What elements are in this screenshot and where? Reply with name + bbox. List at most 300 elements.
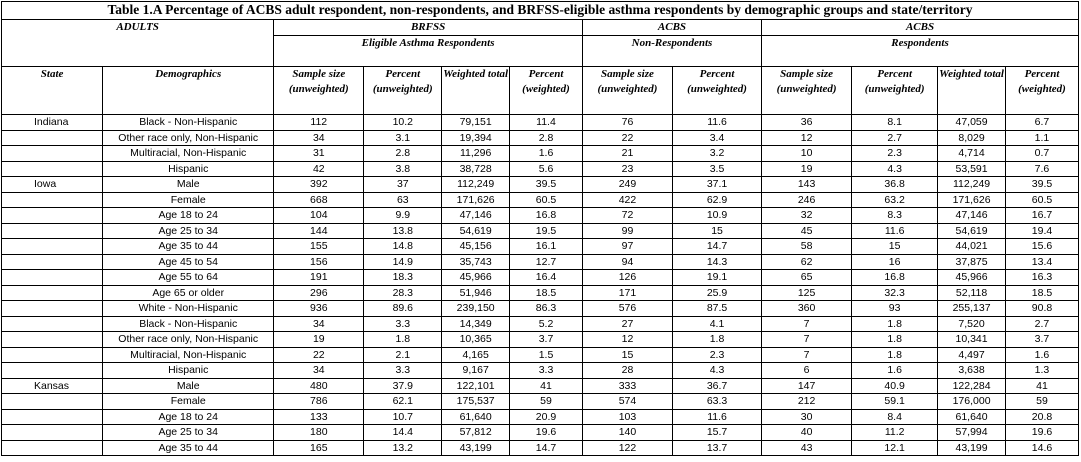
cell-resp-percent-weighted: 1.6 [1005,347,1078,363]
cell-brfss-percent-unweighted: 9.9 [364,208,442,224]
cell-resp-weighted-total: 7,520 [938,316,1006,332]
cell-resp-sample-size: 7 [762,347,852,363]
cell-resp-percent-weighted: 7.6 [1005,161,1078,177]
cell-demographics: Multiracial, Non-Hispanic [103,146,274,162]
cell-resp-percent-unweighted: 8.1 [852,115,938,131]
column-header-brfss-percent-weighted: Percent (weighted) [510,67,583,115]
cell-brfss-percent-weighted: 19.5 [510,223,583,239]
cell-nonresp-sample-size: 12 [582,332,672,348]
cell-resp-weighted-total: 54,619 [938,223,1006,239]
cell-demographics: Age 55 to 64 [103,270,274,286]
cell-resp-sample-size: 36 [762,115,852,131]
cell-resp-weighted-total: 53,591 [938,161,1006,177]
cell-brfss-weighted-total: 54,619 [442,223,510,239]
cell-demographics: Male [103,378,274,394]
cell-brfss-weighted-total: 239,150 [442,301,510,317]
cell-brfss-percent-unweighted: 2.8 [364,146,442,162]
cell-demographics: Male [103,177,274,193]
cell-resp-weighted-total: 43,199 [938,440,1006,456]
cell-resp-percent-unweighted: 40.9 [852,378,938,394]
table-row [2,378,1079,394]
cell-resp-percent-unweighted: 4.3 [852,161,938,177]
column-header-resp-percent-unweighted: Percent (unweighted) [852,67,938,115]
cell-resp-percent-weighted: 1.3 [1005,363,1078,379]
cell-nonresp-percent-unweighted: 1.8 [673,332,762,348]
cell-demographics: Hispanic [103,363,274,379]
cell-resp-weighted-total: 112,249 [938,177,1006,193]
cell-brfss-weighted-total: 43,199 [442,440,510,456]
column-header-brfss-sample-size: Sample size (unweighted) [274,67,364,115]
cell-resp-sample-size: 12 [762,130,852,146]
cell-resp-sample-size: 40 [762,425,852,441]
column-header-demographics: Demographics [103,67,274,115]
cell-nonresp-sample-size: 94 [582,254,672,270]
cell-resp-sample-size: 360 [762,301,852,317]
cell-resp-percent-weighted: 2.7 [1005,316,1078,332]
cell-brfss-weighted-total: 4,165 [442,347,510,363]
cell-resp-percent-unweighted: 11.2 [852,425,938,441]
cell-nonresp-percent-unweighted: 4.3 [673,363,762,379]
table-row [2,115,1079,131]
table-row [2,425,1079,441]
cell-brfss-weighted-total: 51,946 [442,285,510,301]
cell-nonresp-percent-unweighted: 19.1 [673,270,762,286]
cell-state [2,316,103,332]
cell-resp-sample-size: 32 [762,208,852,224]
cell-brfss-weighted-total: 9,167 [442,363,510,379]
cell-state [2,394,103,410]
cell-brfss-weighted-total: 45,966 [442,270,510,286]
cell-state [2,440,103,456]
cell-brfss-sample-size: 936 [274,301,364,317]
cell-brfss-weighted-total: 112,249 [442,177,510,193]
table-row [2,316,1079,332]
cell-nonresp-sample-size: 76 [582,115,672,131]
cell-nonresp-percent-unweighted: 11.6 [673,115,762,131]
cell-brfss-percent-unweighted: 3.3 [364,316,442,332]
cell-brfss-percent-weighted: 14.7 [510,440,583,456]
cell-brfss-percent-weighted: 3.7 [510,332,583,348]
cell-brfss-percent-unweighted: 37.9 [364,378,442,394]
cell-brfss-percent-unweighted: 62.1 [364,394,442,410]
cell-nonresp-sample-size: 28 [582,363,672,379]
cell-nonresp-percent-unweighted: 11.6 [673,409,762,425]
cell-brfss-percent-unweighted: 3.3 [364,363,442,379]
demographics-table [1,1,1079,456]
cell-brfss-percent-weighted: 59 [510,394,583,410]
cell-resp-weighted-total: 10,341 [938,332,1006,348]
cell-brfss-sample-size: 480 [274,378,364,394]
cell-resp-sample-size: 212 [762,394,852,410]
table-row [2,285,1079,301]
cell-resp-weighted-total: 52,118 [938,285,1006,301]
cell-resp-percent-unweighted: 16.8 [852,270,938,286]
cell-resp-weighted-total: 3,638 [938,363,1006,379]
cell-nonresp-sample-size: 574 [582,394,672,410]
cell-resp-sample-size: 45 [762,223,852,239]
cell-demographics: Age 65 or older [103,285,274,301]
cell-nonresp-percent-unweighted: 62.9 [673,192,762,208]
cell-state [2,301,103,317]
cell-nonresp-percent-unweighted: 14.3 [673,254,762,270]
cell-resp-percent-weighted: 16.3 [1005,270,1078,286]
table-row [2,440,1079,456]
cell-nonresp-percent-unweighted: 3.2 [673,146,762,162]
cell-resp-sample-size: 10 [762,146,852,162]
cell-nonresp-sample-size: 126 [582,270,672,286]
cell-brfss-percent-weighted: 16.8 [510,208,583,224]
cell-nonresp-sample-size: 576 [582,301,672,317]
cell-resp-percent-unweighted: 2.7 [852,130,938,146]
cell-brfss-percent-weighted: 12.7 [510,254,583,270]
cell-resp-weighted-total: 4,497 [938,347,1006,363]
cell-brfss-weighted-total: 38,728 [442,161,510,177]
cell-nonresp-percent-unweighted: 10.9 [673,208,762,224]
cell-resp-percent-unweighted: 63.2 [852,192,938,208]
cell-brfss-percent-unweighted: 18.3 [364,270,442,286]
cell-resp-sample-size: 19 [762,161,852,177]
cell-demographics: Hispanic [103,161,274,177]
cell-brfss-sample-size: 156 [274,254,364,270]
cell-resp-percent-weighted: 18.5 [1005,285,1078,301]
cell-demographics: Other race only, Non-Hispanic [103,332,274,348]
non-respondents-header: Non-Respondents [582,36,761,67]
acbs-nonrespondents-header: ACBS [582,20,761,36]
cell-brfss-percent-unweighted: 13.2 [364,440,442,456]
cell-brfss-percent-weighted: 60.5 [510,192,583,208]
cell-brfss-sample-size: 144 [274,223,364,239]
cell-brfss-percent-weighted: 5.6 [510,161,583,177]
cell-nonresp-percent-unweighted: 3.5 [673,161,762,177]
cell-brfss-sample-size: 22 [274,347,364,363]
cell-brfss-percent-unweighted: 89.6 [364,301,442,317]
cell-brfss-sample-size: 34 [274,316,364,332]
cell-brfss-percent-unweighted: 2.1 [364,347,442,363]
cell-resp-percent-unweighted: 1.6 [852,363,938,379]
cell-resp-percent-unweighted: 11.6 [852,223,938,239]
cell-brfss-sample-size: 155 [274,239,364,255]
cell-resp-percent-unweighted: 1.8 [852,316,938,332]
cell-brfss-weighted-total: 19,394 [442,130,510,146]
table-row [2,239,1079,255]
cell-brfss-weighted-total: 14,349 [442,316,510,332]
cell-resp-weighted-total: 171,626 [938,192,1006,208]
cell-brfss-sample-size: 180 [274,425,364,441]
cell-resp-sample-size: 143 [762,177,852,193]
cell-resp-sample-size: 7 [762,332,852,348]
table-row [2,208,1079,224]
cell-nonresp-sample-size: 23 [582,161,672,177]
cell-brfss-percent-weighted: 86.3 [510,301,583,317]
cell-nonresp-percent-unweighted: 25.9 [673,285,762,301]
cell-nonresp-sample-size: 27 [582,316,672,332]
cell-brfss-percent-unweighted: 14.4 [364,425,442,441]
table-row [2,192,1079,208]
cell-brfss-sample-size: 786 [274,394,364,410]
cell-resp-percent-weighted: 41 [1005,378,1078,394]
cell-brfss-percent-unweighted: 14.9 [364,254,442,270]
cell-nonresp-percent-unweighted: 36.7 [673,378,762,394]
column-header-nonresp-percent-unweighted: Percent (unweighted) [673,67,762,115]
table-row [2,177,1079,193]
cell-demographics: Age 18 to 24 [103,208,274,224]
cell-state [2,130,103,146]
cell-resp-percent-unweighted: 8.3 [852,208,938,224]
cell-brfss-percent-unweighted: 3.8 [364,161,442,177]
cell-resp-sample-size: 6 [762,363,852,379]
cell-demographics: Age 18 to 24 [103,409,274,425]
cell-nonresp-sample-size: 422 [582,192,672,208]
cell-brfss-weighted-total: 47,146 [442,208,510,224]
cell-nonresp-percent-unweighted: 14.7 [673,239,762,255]
cell-nonresp-percent-unweighted: 87.5 [673,301,762,317]
cell-brfss-weighted-total: 35,743 [442,254,510,270]
cell-state [2,285,103,301]
cell-brfss-weighted-total: 175,537 [442,394,510,410]
cell-brfss-sample-size: 668 [274,192,364,208]
cell-resp-weighted-total: 4,714 [938,146,1006,162]
cell-demographics: Age 25 to 34 [103,425,274,441]
cell-nonresp-sample-size: 333 [582,378,672,394]
cell-brfss-sample-size: 191 [274,270,364,286]
table-row [2,254,1079,270]
cell-resp-sample-size: 43 [762,440,852,456]
cell-resp-sample-size: 147 [762,378,852,394]
cell-brfss-percent-weighted: 16.1 [510,239,583,255]
table-page [1,1,1079,456]
cell-brfss-percent-weighted: 18.5 [510,285,583,301]
cell-resp-weighted-total: 47,059 [938,115,1006,131]
cell-brfss-percent-unweighted: 3.1 [364,130,442,146]
cell-resp-weighted-total: 255,137 [938,301,1006,317]
cell-resp-sample-size: 30 [762,409,852,425]
cell-brfss-percent-weighted: 1.5 [510,347,583,363]
cell-nonresp-sample-size: 21 [582,146,672,162]
cell-demographics: Age 35 to 44 [103,239,274,255]
cell-resp-percent-unweighted: 12.1 [852,440,938,456]
table-row [2,394,1079,410]
cell-resp-weighted-total: 8,029 [938,130,1006,146]
cell-demographics: Black - Non-Hispanic [103,316,274,332]
respondents-header: Respondents [762,36,1079,67]
cell-nonresp-percent-unweighted: 2.3 [673,347,762,363]
cell-resp-percent-weighted: 1.1 [1005,130,1078,146]
cell-nonresp-percent-unweighted: 37.1 [673,177,762,193]
cell-resp-percent-weighted: 6.7 [1005,115,1078,131]
cell-nonresp-percent-unweighted: 63.3 [673,394,762,410]
cell-demographics: Female [103,192,274,208]
cell-resp-percent-weighted: 16.7 [1005,208,1078,224]
cell-resp-sample-size: 7 [762,316,852,332]
cell-nonresp-percent-unweighted: 13.7 [673,440,762,456]
table-row [2,270,1079,286]
column-header-row [2,67,1079,115]
cell-state [2,409,103,425]
cell-brfss-sample-size: 19 [274,332,364,348]
table-row [2,130,1079,146]
cell-nonresp-sample-size: 15 [582,347,672,363]
cell-brfss-percent-unweighted: 10.7 [364,409,442,425]
cell-state [2,146,103,162]
cell-state [2,347,103,363]
cell-resp-weighted-total: 47,146 [938,208,1006,224]
cell-nonresp-sample-size: 99 [582,223,672,239]
column-header-resp-weighted-total: Weighted total [938,67,1006,115]
cell-resp-percent-weighted: 20.8 [1005,409,1078,425]
cell-resp-percent-weighted: 15.6 [1005,239,1078,255]
cell-nonresp-sample-size: 122 [582,440,672,456]
cell-resp-percent-weighted: 19.4 [1005,223,1078,239]
table-row [2,332,1079,348]
cell-brfss-weighted-total: 79,151 [442,115,510,131]
cell-demographics: Multiracial, Non-Hispanic [103,347,274,363]
cell-brfss-percent-unweighted: 37 [364,177,442,193]
cell-state [2,270,103,286]
cell-resp-weighted-total: 57,994 [938,425,1006,441]
cell-state: Kansas [2,378,103,394]
cell-brfss-percent-unweighted: 14.8 [364,239,442,255]
cell-resp-percent-weighted: 90.8 [1005,301,1078,317]
cell-brfss-weighted-total: 57,812 [442,425,510,441]
cell-brfss-sample-size: 34 [274,130,364,146]
cell-resp-percent-weighted: 60.5 [1005,192,1078,208]
cell-resp-sample-size: 65 [762,270,852,286]
cell-brfss-percent-weighted: 41 [510,378,583,394]
cell-resp-percent-weighted: 19.6 [1005,425,1078,441]
cell-brfss-percent-weighted: 20.9 [510,409,583,425]
cell-resp-percent-weighted: 59 [1005,394,1078,410]
cell-brfss-sample-size: 392 [274,177,364,193]
cell-state [2,192,103,208]
cell-nonresp-sample-size: 22 [582,130,672,146]
cell-brfss-percent-weighted: 1.6 [510,146,583,162]
eligible-asthma-respondents-header: Eligible Asthma Respondents [274,36,583,67]
cell-resp-percent-unweighted: 1.8 [852,332,938,348]
cell-state [2,208,103,224]
cell-brfss-percent-weighted: 19.6 [510,425,583,441]
cell-resp-weighted-total: 44,021 [938,239,1006,255]
adults-header: ADULTS [2,20,274,67]
cell-resp-percent-unweighted: 15 [852,239,938,255]
cell-resp-percent-unweighted: 8.4 [852,409,938,425]
cell-resp-weighted-total: 176,000 [938,394,1006,410]
cell-state: Iowa [2,177,103,193]
cell-nonresp-sample-size: 103 [582,409,672,425]
cell-nonresp-percent-unweighted: 4.1 [673,316,762,332]
cell-brfss-sample-size: 296 [274,285,364,301]
column-header-nonresp-sample-size: Sample size (unweighted) [582,67,672,115]
cell-nonresp-percent-unweighted: 3.4 [673,130,762,146]
column-header-resp-percent-weighted: Percent (weighted) [1005,67,1078,115]
column-header-brfss-weighted-total: Weighted total [442,67,510,115]
cell-brfss-percent-weighted: 3.3 [510,363,583,379]
table-row [2,409,1079,425]
cell-resp-weighted-total: 61,640 [938,409,1006,425]
cell-resp-percent-weighted: 14.6 [1005,440,1078,456]
cell-demographics: Female [103,394,274,410]
cell-brfss-percent-weighted: 2.8 [510,130,583,146]
cell-resp-percent-unweighted: 32.3 [852,285,938,301]
cell-brfss-percent-weighted: 39.5 [510,177,583,193]
cell-brfss-percent-unweighted: 13.8 [364,223,442,239]
cell-brfss-sample-size: 165 [274,440,364,456]
cell-nonresp-sample-size: 171 [582,285,672,301]
cell-brfss-weighted-total: 171,626 [442,192,510,208]
table-row [2,363,1079,379]
cell-resp-percent-weighted: 0.7 [1005,146,1078,162]
table-title: Table 1.A Percentage of ACBS adult respondent, non-respondents, and BRFSS-eligible asthma respondents by demographic groups and state/territory [2,2,1079,20]
cell-resp-percent-unweighted: 59.1 [852,394,938,410]
cell-state [2,239,103,255]
column-header-brfss-percent-unweighted: Percent (unweighted) [364,67,442,115]
acbs-respondents-header: ACBS [762,20,1079,36]
brfss-header: BRFSS [274,20,583,36]
cell-state [2,363,103,379]
cell-brfss-percent-weighted: 11.4 [510,115,583,131]
cell-resp-sample-size: 125 [762,285,852,301]
cell-brfss-sample-size: 104 [274,208,364,224]
cell-state [2,223,103,239]
cell-demographics: Other race only, Non-Hispanic [103,130,274,146]
cell-state [2,161,103,177]
cell-nonresp-sample-size: 140 [582,425,672,441]
cell-brfss-weighted-total: 11,296 [442,146,510,162]
cell-nonresp-percent-unweighted: 15.7 [673,425,762,441]
cell-state [2,332,103,348]
cell-brfss-weighted-total: 61,640 [442,409,510,425]
cell-demographics: Black - Non-Hispanic [103,115,274,131]
cell-resp-percent-weighted: 39.5 [1005,177,1078,193]
cell-brfss-weighted-total: 122,101 [442,378,510,394]
column-header-resp-sample-size: Sample size (unweighted) [762,67,852,115]
cell-brfss-weighted-total: 10,365 [442,332,510,348]
table-body [2,115,1079,456]
cell-resp-percent-weighted: 3.7 [1005,332,1078,348]
cell-resp-percent-unweighted: 93 [852,301,938,317]
cell-resp-percent-unweighted: 2.3 [852,146,938,162]
cell-brfss-percent-unweighted: 28.3 [364,285,442,301]
cell-resp-weighted-total: 45,966 [938,270,1006,286]
cell-brfss-sample-size: 112 [274,115,364,131]
cell-resp-sample-size: 58 [762,239,852,255]
cell-resp-sample-size: 62 [762,254,852,270]
cell-brfss-percent-unweighted: 1.8 [364,332,442,348]
cell-brfss-percent-unweighted: 10.2 [364,115,442,131]
cell-resp-percent-unweighted: 36.8 [852,177,938,193]
cell-nonresp-sample-size: 72 [582,208,672,224]
cell-resp-percent-unweighted: 1.8 [852,347,938,363]
cell-demographics: Age 35 to 44 [103,440,274,456]
cell-brfss-weighted-total: 45,156 [442,239,510,255]
cell-brfss-percent-weighted: 5.2 [510,316,583,332]
cell-resp-weighted-total: 37,875 [938,254,1006,270]
cell-resp-percent-weighted: 13.4 [1005,254,1078,270]
cell-nonresp-sample-size: 97 [582,239,672,255]
cell-resp-weighted-total: 122,284 [938,378,1006,394]
table-row [2,223,1079,239]
table-row [2,146,1079,162]
cell-demographics: White - Non-Hispanic [103,301,274,317]
cell-brfss-percent-unweighted: 63 [364,192,442,208]
cell-state: Indiana [2,115,103,131]
cell-brfss-sample-size: 42 [274,161,364,177]
cell-state [2,254,103,270]
table-row [2,161,1079,177]
cell-brfss-percent-weighted: 16.4 [510,270,583,286]
cell-nonresp-percent-unweighted: 15 [673,223,762,239]
table-row [2,347,1079,363]
cell-brfss-sample-size: 34 [274,363,364,379]
